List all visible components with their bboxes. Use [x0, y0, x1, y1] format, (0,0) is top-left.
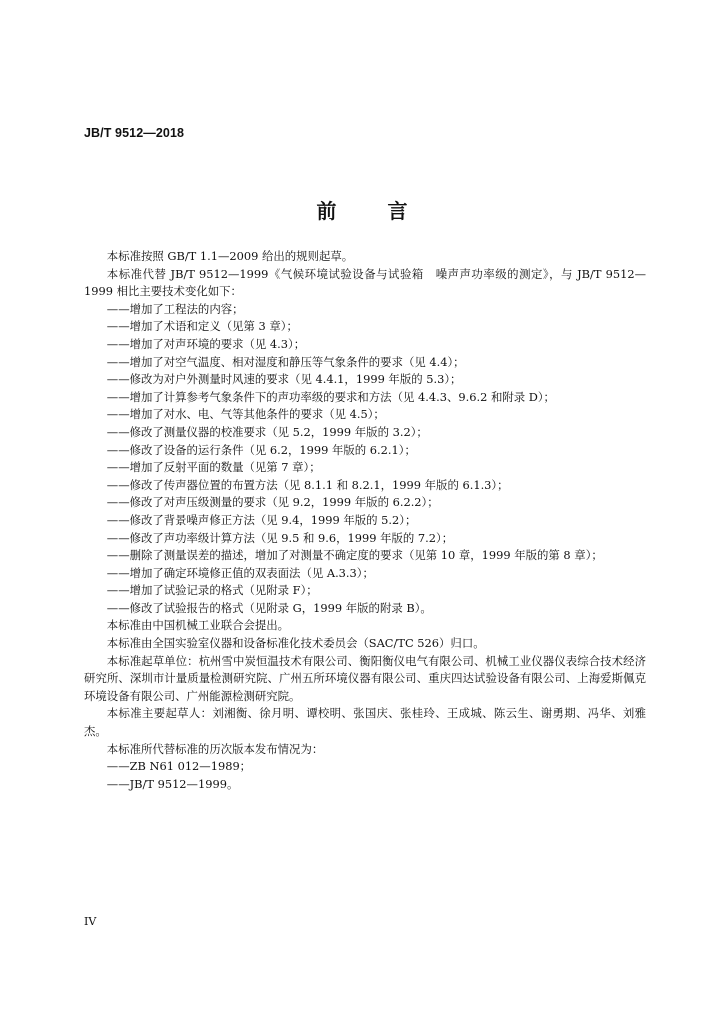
change-item: ——增加了反射平面的数量（见第 7 章）； — [106, 460, 321, 475]
change-item: ——增加了术语和定义（见第 3 章）； — [106, 319, 298, 334]
history-item: ——JB/T 9512—1999。 — [106, 776, 239, 791]
change-item: ——增加了对水、电、气等其他条件的要求（见 4.5）； — [106, 407, 385, 422]
foreword-body — [84, 248, 646, 793]
change-item: ——增加了确定环境修正值的双表面法（见 A.3.3）； — [106, 565, 374, 580]
change-item: ——增加了工程法的内容； — [106, 301, 244, 316]
history-item: ——ZB N61 012—1989； — [106, 759, 252, 774]
page-number: IV — [84, 915, 97, 928]
change-item: ——修改了声功率级计算方法（见 9.5 和 9.6，1999 年版的 7.2）； — [106, 530, 454, 545]
change-item: ——修改了对声压级测量的要求（见 9.2，1999 年版的 6.2.2）； — [106, 495, 439, 510]
change-item: ——修改了设备的运行条件（见 6.2，1999 年版的 6.2.1）； — [106, 442, 416, 457]
change-item: ——增加了计算参考气象条件下的声功率级的要求和方法（见 4.4.3、9.6.2 和附录 D）； — [106, 389, 555, 404]
change-item: ——修改了试验报告的格式（见附录 G，1999 年版的附录 B）。 — [106, 600, 432, 615]
change-item: ——修改了测量仪器的校准要求（见 5.2，1999 年版的 3.2）； — [106, 424, 428, 439]
change-item: ——删除了测量误差的描述，增加了对测量不确定度的要求（见第 10 章，1999 年版的第 8 章）； — [106, 548, 603, 563]
change-item: ——修改了传声器位置的布置方法（见 8.1.1 和 8.2.1，1999 年版的 6.1.3）； — [106, 477, 509, 492]
drafters-paragraph: 本标准主要起草人：刘湘衡、徐月明、谭校明、张国庆、张桂玲、王成城、陈云生、谢勇期、冯华、刘雅杰。 — [84, 706, 646, 739]
drafting-units-paragraph: 本标准起草单位：杭州雪中炭恒温技术有限公司、衡阳衡仪电气有限公司、机械工业仪器仪表综合技术经济研究所、深圳市计量质量检测研究院、广州五所环境仪器有限公司、重庆四达试验设备有限公司、上海爱斯佩克环境设备有限公司、广州能源检测研究院。 — [84, 653, 646, 703]
intro-paragraph: 本标准代替 JB/T 9512—1999《气候环境试验设备与试验箱 噪声声功率级的测定》，与 JB/T 9512—1999 相比主要技术变化如下： — [84, 266, 646, 299]
change-item: ——修改了背景噪声修正方法（见 9.4，1999 年版的 5.2）； — [106, 512, 417, 527]
change-item: ——修改为对户外测量时风速的要求（见 4.4.1，1999 年版的 5.3）； — [106, 372, 462, 387]
proposer-paragraph: 本标准由中国机械工业联合会提出。 — [106, 618, 290, 633]
intro-paragraph: 本标准按照 GB/T 1.1—2009 给出的规则起草。 — [106, 249, 354, 263]
change-item: ——增加了对空气温度、相对湿度和静压等气象条件的要求（见 4.4）； — [106, 354, 465, 369]
history-intro: 本标准所代替标准的历次版本发布情况为： — [106, 741, 324, 756]
page-title: 前 言 — [316, 199, 430, 223]
change-item: ——增加了试验记录的格式（见附录 F）； — [106, 583, 318, 598]
change-item: ——增加了对声环境的要求（见 4.3）； — [106, 336, 306, 351]
standard-code: JB/T 9512—2018 — [84, 126, 185, 140]
committee-paragraph: 本标准由全国实验室仪器和设备标准化技术委员会（SAC/TC 526）归口。 — [106, 636, 485, 651]
